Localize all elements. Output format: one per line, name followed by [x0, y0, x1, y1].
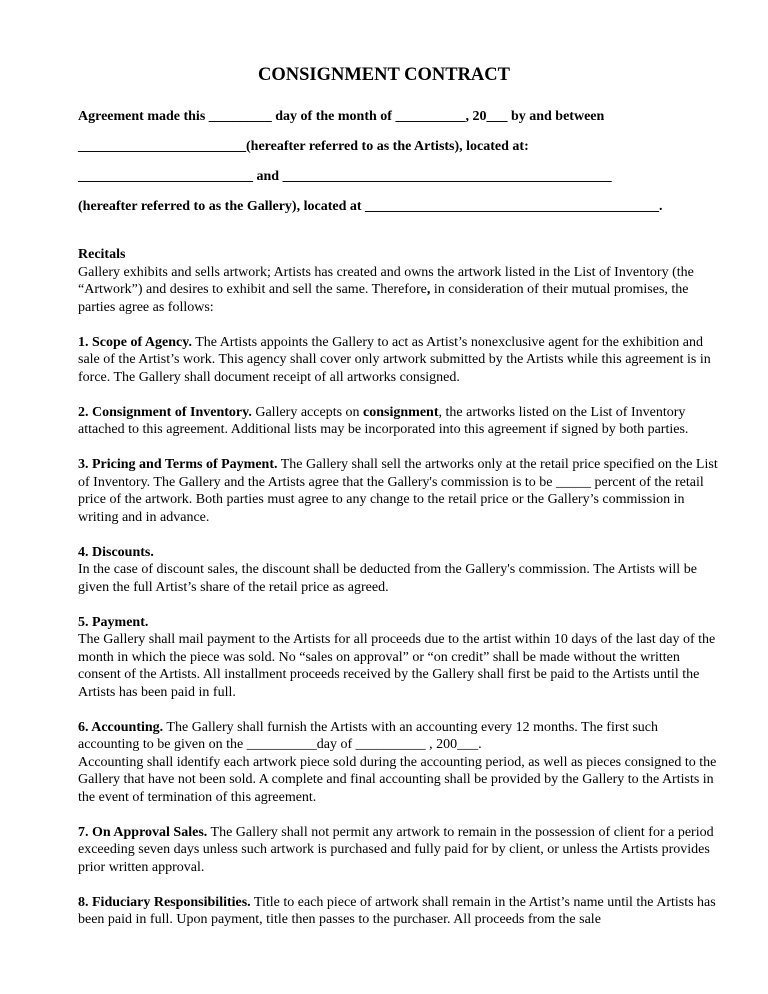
section-text: The Gallery shall sell the artworks only at the retail price specified on the List of Inventory. The Gallery and the Artists agree that the Gallery's commission is to be _____ percent of the retail price of the artwork. Both parties must agree to any change to the retail price or the Gallery’s commission in writing and in advance.: [78, 457, 718, 525]
section-heading: 8. Fiduciary Responsibilities.: [78, 894, 251, 910]
consignment-term: consignment: [363, 404, 439, 420]
recitals-text-b: in consideration of their mutual promises, the parties agree as follows:: [78, 282, 689, 315]
agreement-line-2: ________________________(hereafter referred to as the Artists), located at:: [78, 139, 529, 154]
section-text: Title to each piece of artwork shall remain in the Artist’s name until the Artists has been paid in full. Upon payment, title then passes to the purchaser. All proceeds from the sale: [78, 894, 716, 927]
section-text: , the artworks listed on the List of Inventory attached to this agreement. Additional lists may be incorporated into this agreement if signed by both parties.: [78, 404, 689, 437]
section-heading: 6. Accounting.: [78, 719, 164, 735]
recitals-section: [78, 246, 718, 316]
section-heading: 2. Consignment of Inventory.: [78, 404, 252, 420]
section-heading: 5. Payment.: [78, 614, 149, 630]
section-on-approval-sales: [78, 824, 718, 877]
section-fiduciary-responsibilities: [78, 894, 718, 929]
section-consignment-of-inventory: [78, 404, 718, 439]
document-title: CONSIGNMENT CONTRACT: [257, 65, 510, 85]
section-text: Accounting shall identify each artwork piece sold during the accounting period, as well as pieces consigned to the Gallery that have not been sold. A complete and final accounting shall be provided by the Gallery to the Artists in the event of termination of this agreement.: [78, 754, 717, 805]
section-text: In the case of discount sales, the discount shall be deducted from the Gallery's commission. The Artists will be given the full Artist’s share of the retail price as agreed.: [78, 562, 697, 595]
section-heading: 4. Discounts.: [78, 544, 154, 560]
section-text: The Gallery shall furnish the Artists with an accounting every 12 months. The first such accounting to be given on the __________day of __________ , 200___.: [78, 719, 659, 752]
recitals-text-a: Gallery exhibits and sells artwork; Artists has created and owns the artwork listed in the List of Inventory (the “Artwork”) and desires to exhibit and sell the same. Therefore: [78, 264, 694, 297]
recitals-heading: Recitals: [78, 247, 126, 262]
section-heading: 7. On Approval Sales.: [78, 824, 208, 840]
contract-body: [78, 246, 718, 946]
section-text: The Gallery shall not permit any artwork to remain in the possession of client for a period exceeding seven days unless such artwork is purchased and fully paid for by client, or unless the Artists provides prior written approval.: [78, 824, 714, 875]
agreement-line-1: Agreement made this _________ day of the month of __________, 20___ by and between: [78, 109, 605, 124]
section-accounting: [78, 719, 718, 807]
section-heading: 1. Scope of Agency.: [78, 334, 192, 350]
section-text: The Gallery shall mail payment to the Artists for all proceeds due to the artist within 10 days of the last day of the month in which the piece was sold. No “sales on approval” or “on credit” shall be made without the written consent of the Artists. All installment proceeds received by the Gallery shall first be paid to the Artists until the Artists has been paid in full.: [78, 632, 716, 700]
section-text: The Artists appoints the Gallery to act as Artist’s nonexclusive agent for the exhibition and sale of the Artist’s work. This agency shall cover only artwork submitted by the Artists while this agreement is in force. The Gallery shall document receipt of all artworks consigned.: [78, 334, 711, 385]
agreement-line-4: (hereafter referred to as the Gallery), located at __________________________________________.: [78, 199, 663, 214]
section-pricing-terms: [78, 456, 718, 526]
section-heading: 3. Pricing and Terms of Payment.: [78, 457, 278, 472]
section-scope-of-agency: [78, 334, 718, 387]
section-payment: [78, 614, 718, 702]
section-text: Gallery accepts on: [251, 404, 364, 420]
agreement-line-3: _________________________ and _______________________________________________: [78, 169, 612, 184]
section-discounts: [78, 544, 718, 597]
recitals-comma: ,: [426, 282, 431, 297]
